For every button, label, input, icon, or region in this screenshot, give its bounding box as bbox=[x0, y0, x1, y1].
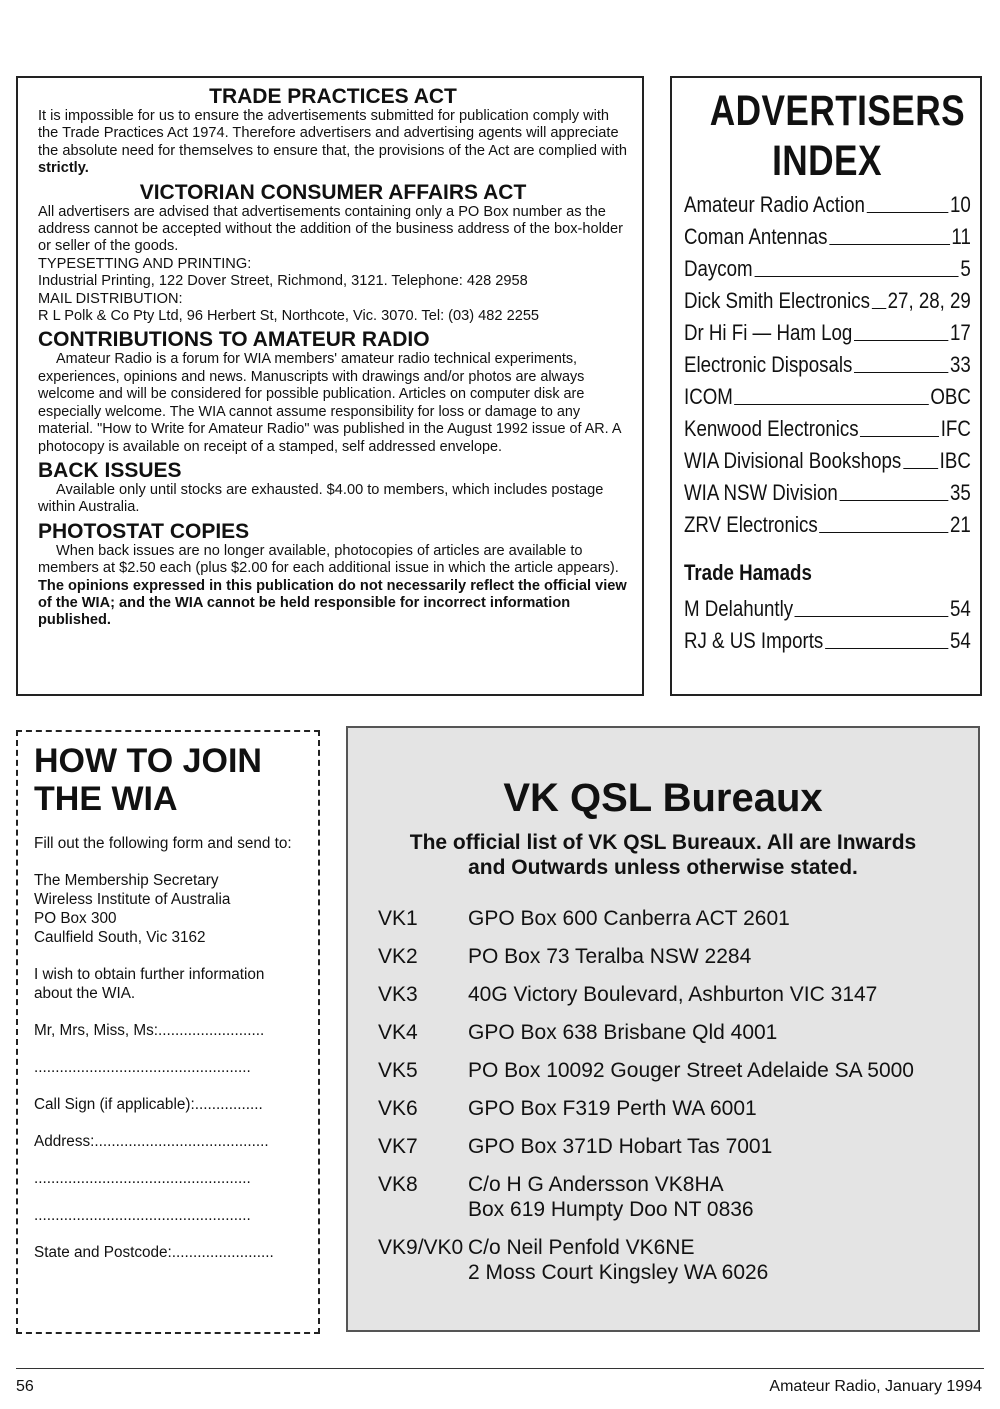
advertiser-page: 17 bbox=[950, 320, 971, 345]
advertiser-page: 5 bbox=[960, 256, 971, 281]
advertiser-page: 11 bbox=[951, 224, 971, 249]
contrib-text: Amateur Radio is a forum for WIA members' amateur radio technical experiments, experiences, opinions and news. Manuscripts with drawings and/or photos are always welcome and will be considered for possible publication. Articles on computer disk are especially welcome. The WIA cannot assume responsibility for loss or damage to any material. "How to Write for Amateur Radio" was published in the August 1992 issue of AR. A photocopy is available on receipt of a stamped, self addressed envelope. bbox=[38, 351, 621, 455]
advertisers-title: ADVERTISERS INDEX bbox=[709, 87, 966, 185]
qsl-entry bbox=[348, 1172, 978, 1222]
advertiser-entry bbox=[684, 622, 971, 654]
advertiser-name: Daycom bbox=[684, 256, 753, 281]
page-number: 56 bbox=[16, 1378, 34, 1395]
address-line: Wireless Institute of Australia bbox=[34, 891, 231, 908]
qsl-entry bbox=[348, 1235, 978, 1285]
qsl-address: C/o Neil Penfold VK6NE 2 Moss Court Kingsley WA 6026 bbox=[468, 1236, 769, 1284]
advertiser-name: Kenwood Electronics bbox=[684, 416, 859, 441]
mail-label: MAIL DISTRIBUTION: bbox=[38, 290, 183, 307]
qsl-code: VK7 bbox=[378, 1135, 418, 1158]
advertiser-entry bbox=[684, 506, 971, 538]
contrib-title: CONTRIBUTIONS TO AMATEUR RADIO bbox=[38, 328, 430, 352]
address-line: PO Box 300 bbox=[34, 910, 117, 927]
qsl-code: VK6 bbox=[378, 1097, 418, 1120]
qsl-address: PO Box 10092 Gouger Street Adelaide SA 5000 bbox=[468, 1059, 914, 1082]
qsl-entry bbox=[348, 1058, 978, 1083]
disclaimer: The opinions expressed in this publication do not necessarily reflect the official view of the WIA; and the WIA cannot be held responsible for incorrect information published. bbox=[38, 577, 627, 629]
advertiser-entry bbox=[684, 474, 971, 506]
publication-notices bbox=[16, 76, 644, 696]
mail-text: R L Polk & Co Pty Ltd, 96 Herbert St, Northcote, Vic. 3070. Tel: (03) 482 2255 bbox=[38, 308, 540, 325]
advertiser-entry bbox=[684, 218, 971, 250]
advertiser-page: 54 bbox=[950, 628, 971, 653]
qsl-code: VK3 bbox=[378, 983, 418, 1006]
qsl-entry bbox=[348, 1096, 978, 1121]
advertiser-name: Coman Antennas bbox=[684, 224, 828, 249]
leader-line bbox=[839, 500, 948, 501]
advertiser-name: Electronic Disposals bbox=[684, 352, 853, 377]
advertiser-name: Dick Smith Electronics bbox=[684, 288, 871, 313]
publication-info: Amateur Radio, January 1994 bbox=[769, 1378, 982, 1395]
footer-rule bbox=[16, 1368, 984, 1369]
leader-line bbox=[825, 648, 948, 649]
qsl-entry bbox=[348, 1134, 978, 1159]
qsl-entry bbox=[348, 944, 978, 969]
address-line: Caulfield South, Vic 3162 bbox=[34, 929, 206, 946]
qsl-address: GPO Box 638 Brisbane Qld 4001 bbox=[468, 1021, 778, 1044]
qsl-bureaux bbox=[346, 726, 980, 1332]
advertiser-entry bbox=[684, 282, 971, 314]
typesetting-label: TYPESETTING AND PRINTING: bbox=[38, 255, 252, 272]
leader-line bbox=[860, 436, 939, 437]
advertiser-page: 35 bbox=[950, 480, 971, 505]
address-field-line3[interactable]: ................................................... bbox=[34, 1207, 251, 1224]
qsl-title: VK QSL Bureaux bbox=[503, 776, 823, 820]
address-field-line2[interactable]: ................................................... bbox=[34, 1170, 251, 1187]
address-field[interactable]: Address:......................................... bbox=[34, 1133, 269, 1150]
advertiser-page: 54 bbox=[950, 596, 971, 621]
advertiser-name: WIA NSW Division bbox=[684, 480, 838, 505]
advertiser-name: Amateur Radio Action bbox=[684, 192, 865, 217]
advertiser-page: 27, 28, 29 bbox=[887, 288, 971, 313]
join-title: HOW TO JOIN THE WIA bbox=[34, 742, 262, 818]
advertiser-entry bbox=[684, 410, 971, 442]
leader-line bbox=[735, 404, 929, 405]
advertiser-name: RJ & US Imports bbox=[684, 628, 824, 653]
advertiser-entry bbox=[684, 346, 971, 378]
leader-line bbox=[867, 212, 949, 213]
leader-line bbox=[829, 244, 950, 245]
qsl-entry bbox=[348, 982, 978, 1007]
leader-line bbox=[754, 276, 958, 277]
advertiser-page: OBC bbox=[930, 384, 971, 409]
qsl-code: VK2 bbox=[378, 945, 418, 968]
qsl-address: 40G Victory Boulevard, Ashburton VIC 3147 bbox=[468, 983, 878, 1006]
advertiser-entry bbox=[684, 442, 971, 474]
advertiser-page: 21 bbox=[950, 512, 971, 537]
qsl-subtitle: The official list of VK QSL Bureaux. All are Inwards and Outwards unless otherwise stated. bbox=[409, 831, 917, 879]
qsl-code: VK1 bbox=[378, 907, 418, 930]
vca-title: VICTORIAN CONSUMER AFFAIRS ACT bbox=[139, 180, 527, 204]
advertiser-name: Dr Hi Fi — Ham Log bbox=[684, 320, 853, 345]
qsl-entry bbox=[348, 1020, 978, 1045]
advertiser-entry bbox=[684, 378, 971, 410]
advertiser-name: M Delahuntly bbox=[684, 596, 794, 621]
trade-hamads-list bbox=[684, 590, 970, 654]
advertisers-index bbox=[670, 76, 982, 696]
typesetting-text: Industrial Printing, 122 Dover Street, Richmond, 3121. Telephone: 428 2958 bbox=[38, 273, 528, 290]
leader-line bbox=[795, 616, 949, 617]
leader-line bbox=[854, 340, 948, 341]
advertiser-page: 33 bbox=[950, 352, 971, 377]
qsl-entry bbox=[348, 906, 978, 931]
qsl-code: VK5 bbox=[378, 1059, 418, 1082]
qsl-address: GPO Box 371D Hobart Tas 7001 bbox=[468, 1135, 773, 1158]
qsl-address: GPO Box 600 Canberra ACT 2601 bbox=[468, 907, 790, 930]
membership-address bbox=[34, 871, 304, 947]
address-line: The Membership Secretary bbox=[34, 872, 219, 889]
photostat-text: When back issues are no longer available, photocopies of articles are available to members at $2.50 each (plus $2.00 for each additional issue in which the article appears). bbox=[38, 542, 619, 577]
advertiser-name: WIA Divisional Bookshops bbox=[684, 448, 902, 473]
leader-line bbox=[819, 532, 948, 533]
leader-line bbox=[854, 372, 948, 373]
tpa-title: TRADE PRACTICES ACT bbox=[209, 85, 457, 108]
name-field-continued[interactable]: ................................................... bbox=[34, 1059, 251, 1076]
tpa-text: It is impossible for us to ensure the advertisements submitted for publication comply with the Trade Practices Act 1974. Therefore advertisers and advertising agents will appreciate the absolute need for themselves to ensure that, the provisions of the Act are complied with strictly. bbox=[38, 108, 627, 177]
qsl-address: GPO Box F319 Perth WA 6001 bbox=[468, 1097, 757, 1120]
join-info: I wish to obtain further information about the WIA. bbox=[34, 966, 265, 1002]
qsl-code: VK4 bbox=[378, 1021, 418, 1044]
qsl-list bbox=[348, 906, 978, 1285]
back-issues-title: BACK ISSUES bbox=[38, 458, 182, 482]
vca-text: All advertisers are advised that advertisements containing only a PO Box number as the address cannot be accepted without the addition of the business address of the box-holder or seller of the goods. bbox=[38, 203, 623, 255]
back-issues-text: Available only until stocks are exhausted. $4.00 to members, which includes postage within Australia. bbox=[38, 481, 604, 516]
join-form bbox=[16, 730, 320, 1334]
advertiser-page: 10 bbox=[950, 192, 971, 217]
leader-line bbox=[872, 308, 886, 309]
advertiser-entry bbox=[684, 250, 971, 282]
advertiser-page: IBC bbox=[939, 448, 971, 473]
advertiser-name: ZRV Electronics bbox=[684, 512, 818, 537]
advertiser-page: IFC bbox=[940, 416, 971, 441]
advertiser-entry bbox=[684, 186, 971, 218]
advertiser-name: ICOM bbox=[684, 384, 733, 409]
callsign-field[interactable]: Call Sign (if applicable):................ bbox=[34, 1096, 263, 1113]
qsl-code: VK9/VK0 bbox=[378, 1236, 464, 1259]
advertisers-list bbox=[684, 186, 970, 538]
photostat-title: PHOTOSTAT COPIES bbox=[38, 519, 250, 543]
advertiser-entry bbox=[684, 314, 971, 346]
qsl-address: PO Box 73 Teralba NSW 2284 bbox=[468, 945, 752, 968]
name-field[interactable]: Mr, Mrs, Miss, Ms:......................... bbox=[34, 1022, 265, 1039]
state-postcode-field[interactable]: State and Postcode:........................ bbox=[34, 1244, 274, 1261]
join-intro: Fill out the following form and send to: bbox=[34, 835, 292, 852]
trade-hamads-title: Trade Hamads bbox=[684, 560, 812, 585]
qsl-code: VK8 bbox=[378, 1173, 418, 1196]
leader-line bbox=[903, 468, 938, 469]
advertiser-entry bbox=[684, 590, 971, 622]
qsl-address: C/o H G Andersson VK8HA Box 619 Humpty Doo NT 0836 bbox=[468, 1173, 754, 1221]
